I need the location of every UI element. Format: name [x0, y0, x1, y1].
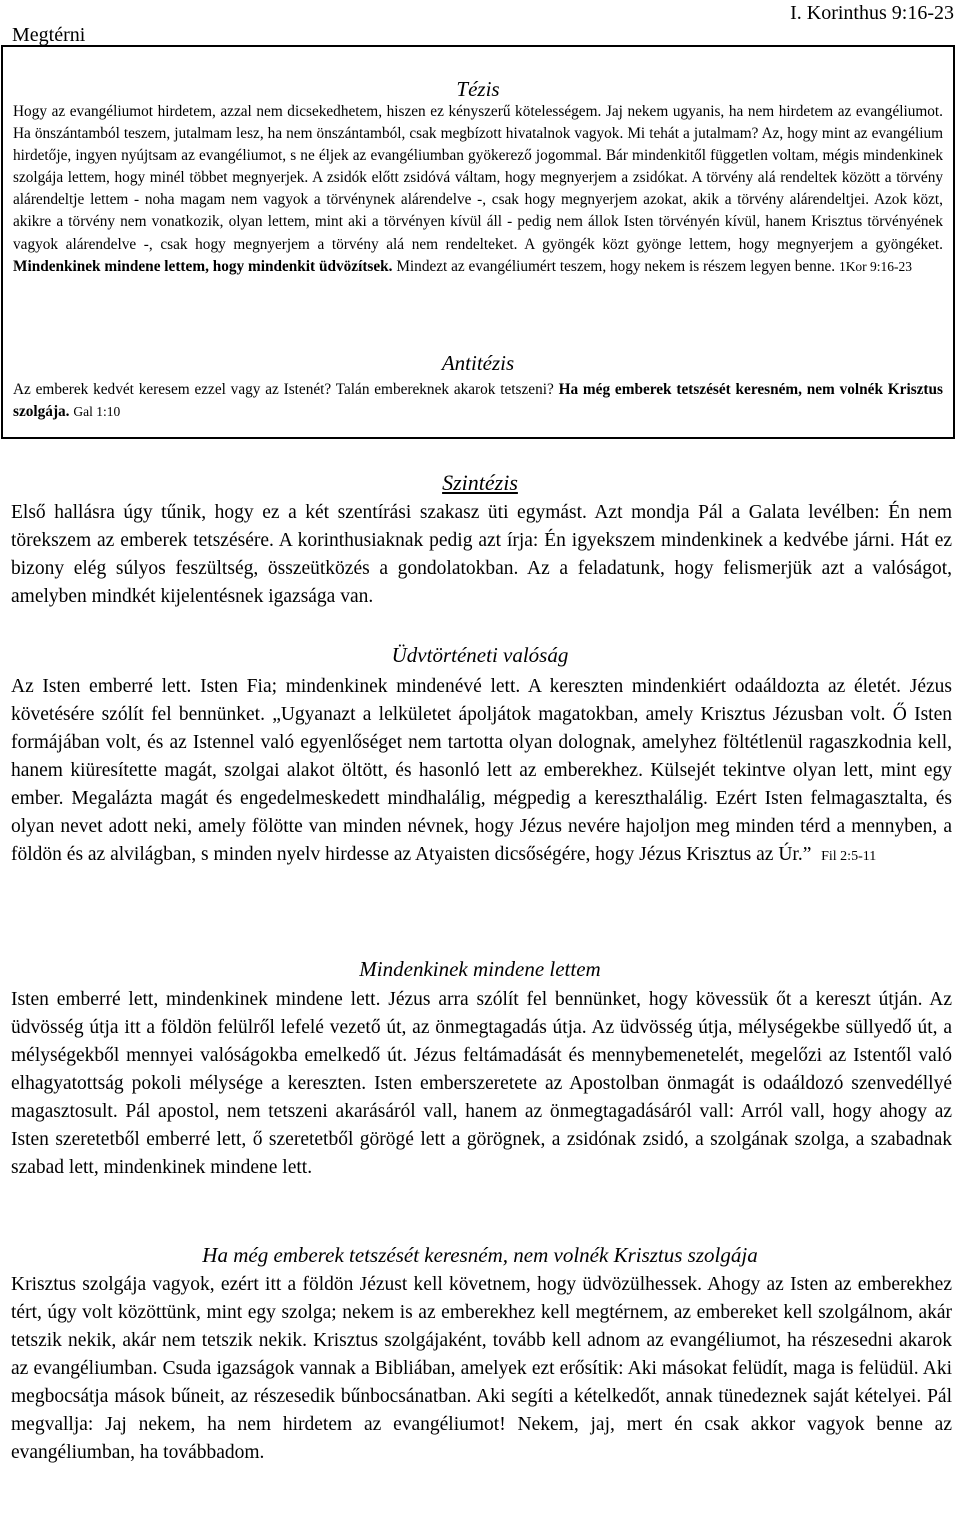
thesis-antithesis-box [1, 45, 955, 439]
thesis-reference: 1Kor 9:16-23 [838, 258, 913, 274]
antithesis-title: Antitézis [441, 351, 515, 375]
thesis-text [13, 101, 943, 278]
all-things-title: Mindenkinek mindene lettem [359, 957, 601, 981]
header-reference: I. Korinthus 9:16-23 [790, 2, 954, 24]
salvation-history-body: Az Isten emberré lett. Isten Fia; mindenkinek mindenévé lett. A kereszten mindenkiért odaáldozta az életét. Jézus követésére szólít fel bennünket. „Ugyanazt a lelkületet ápoljátok magatokban, amely Krisztus Jézusban volt. Ő Isten formájában volt, és az Istennel való egyenlőséget nem tartotta olyan dolognak, amelyhez föltétlenül ragaszkodnia kell, hanem kiüresítette magát, szolgai alakot öltött, és hasonló lett az emberekhez. Külsejét tekintve olyan lett, mint egy ember. Megalázta magát és engedelmeskedett mindhalálig, mégpedig a kereszthalálig. Ezért Isten felmagasztalta, és olyan nevet adott neki, amely fölötte van minden névnek, hogy Jézus nevére hajoljon meg minden térd a mennyben, a földön és az alvilágban, s minden nyelv hirdesse az Atyaisten dicsőségére, hogy Jézus Krisztus az Úr.” [11, 676, 952, 865]
thesis-text-plain: Hogy az evangéliumot hirdetem, azzal nem dicsekedhetem, hiszen ez kényszerű kötelességem. Jaj nekem ugyanis, ha nem hirdetem az evangéliumot. Ha önszántamból teszem, jutalmam lesz, ha nem önszántamból, csak megbízott hivatalnok vagyok. Mi tehát a jutalmam? Az, hogy mint az evangélium hirdetője, ingyen nyújtsam az evangéliumot, s ne éljek az evangéliumban gyökerező jogommal. Bár mindenkitől független voltam, mégis mindenkinek szolgája lettem, hogy minél többet megnyerjek. A zsidók előtt zsidóvá váltam, hogy megnyerjem a zsidókat. A törvény alá rendeltek között a törvény alárendeltje lettem - noha magam nem vagyok a törvénynek alárendelve -, csak hogy megnyerjem azokat, akik a törvény alárendeltjei. Azok közt, akikre a törvény nem vonatkozik, olyan lettem, mint aki a törvényen kívül áll - pedig nem állok Isten törvényén kívül, hanem Krisztus törvényének vagyok alárendelve -, csak hogy megnyerjem a törvény alá nem rendelteket. A gyöngék közt gyönge lettem, hogy megnyerjem a gyöngéket. [13, 103, 943, 253]
synthesis-title: Szintézis [442, 470, 518, 495]
antithesis-reference: Gal 1:10 [73, 404, 121, 420]
thesis-title: Tézis [456, 77, 500, 101]
thesis-text-after: Mindezt az evangéliumért teszem, hogy nekem is részem legyen benne. [396, 257, 836, 275]
pleasing-men-text: Krisztus szolgája vagyok, ezért itt a földön Jézust kell követnem, hogy üdvözülhessek. Ahogy az Isten az emberekhez tért, úgy volt közöttünk, mint egy szolga; nekem is az emberekhez kell megtérnem, az embereket kell szolgálnom, akár tetszik nekik, akár nem tetszik nekik. Krisztus szolgájaként, tovább kell adnom az evangéliumot, ha részesedni akarok az evangéliumban. Csuda igazságok vannak a Bibliában, amelyek ezt erősítik: Aki másokat felüdít, maga is felüdül. Aki megbocsátja mások bűneit, az részesedik bűnbocsánatban. Aki segíti a kételkedőt, annak tünedeznek saját kételyei. Pál megvallja: Jaj nekem, ha nem hirdetem az evangéliumot! Nekem, jaj, mert én csak akkor vagyok benne az evangéliumban, ha továbbadom. [11, 1274, 952, 1463]
thesis-text-bold: Mindenkinek mindene lettem, hogy mindenkit üdvözítsek. [13, 257, 393, 275]
thesis-section [13, 77, 943, 278]
salvation-history-text [11, 673, 952, 871]
antithesis-text-plain: Az emberek kedvét keresem ezzel vagy az Istenét? Talán embereknek akarok tetszeni? [13, 381, 554, 398]
salvation-history-title: Üdvtörténeti valóság [391, 643, 569, 667]
synthesis-text: Első hallásra úgy tűnik, hogy ez a két szentírási szakasz üti egymást. Azt mondja Pál a Galata levélben: Én nem törekszem az emberek tetszésére. A korinthusiaknak pedig azt írja: Én igyekszem mindenkinek a kedvébe járni. Hát ez bizony elég súlyos feszültség, összeütközés a gondolatokban. Az a feladatunk, hogy felismerjük azt a valóságot, amelyben mindkét kijelentésnek igazsága van. [11, 502, 952, 607]
antithesis-section [13, 351, 943, 423]
page-header [0, 0, 960, 44]
antithesis-text [13, 379, 943, 423]
salvation-history-reference: Fil 2:5-11 [821, 849, 877, 864]
header-title: Megtérni [12, 24, 86, 46]
all-things-text: Isten emberré lett, mindenkinek mindene lett. Jézus arra szólít fel bennünket, hogy kövessük őt a kereszt útján. Az üdvösség útja itt a földön felülről lefelé vezető út, az önmegtagadás útja. Az üdvösség útja, mélységekbe süllyedő út, a mélységekből mennyei valóságokba emelkedő út. Jézus feltámadását és mennybemenetelét, megelőzi az Istentől való elhagyatottság pokoli mélysége a kereszten. Isten emberszeretete az Apostolban önmagát is odaáldozó szenvedéllyé magasztosult. Pál apostol, nem tetszeni akarásáról vall, hanem az önmegtagadásáról vall: Arról vall, hogy ahogy az Isten szeretetből emberré lett, ő szeretetből görögé lett a görögnek, a zsidónak zsidó, a szolgának szolga, a szabadnak szabad lett, mindenkinek mindene lett. [11, 989, 952, 1178]
antithesis-text-bold: Ha még emberek tetszését keresném, nem volnék Krisztus szolgája. [13, 381, 943, 421]
pleasing-men-title: Ha még emberek tetszését keresném, nem volnék Krisztus szolgája [202, 1243, 758, 1267]
